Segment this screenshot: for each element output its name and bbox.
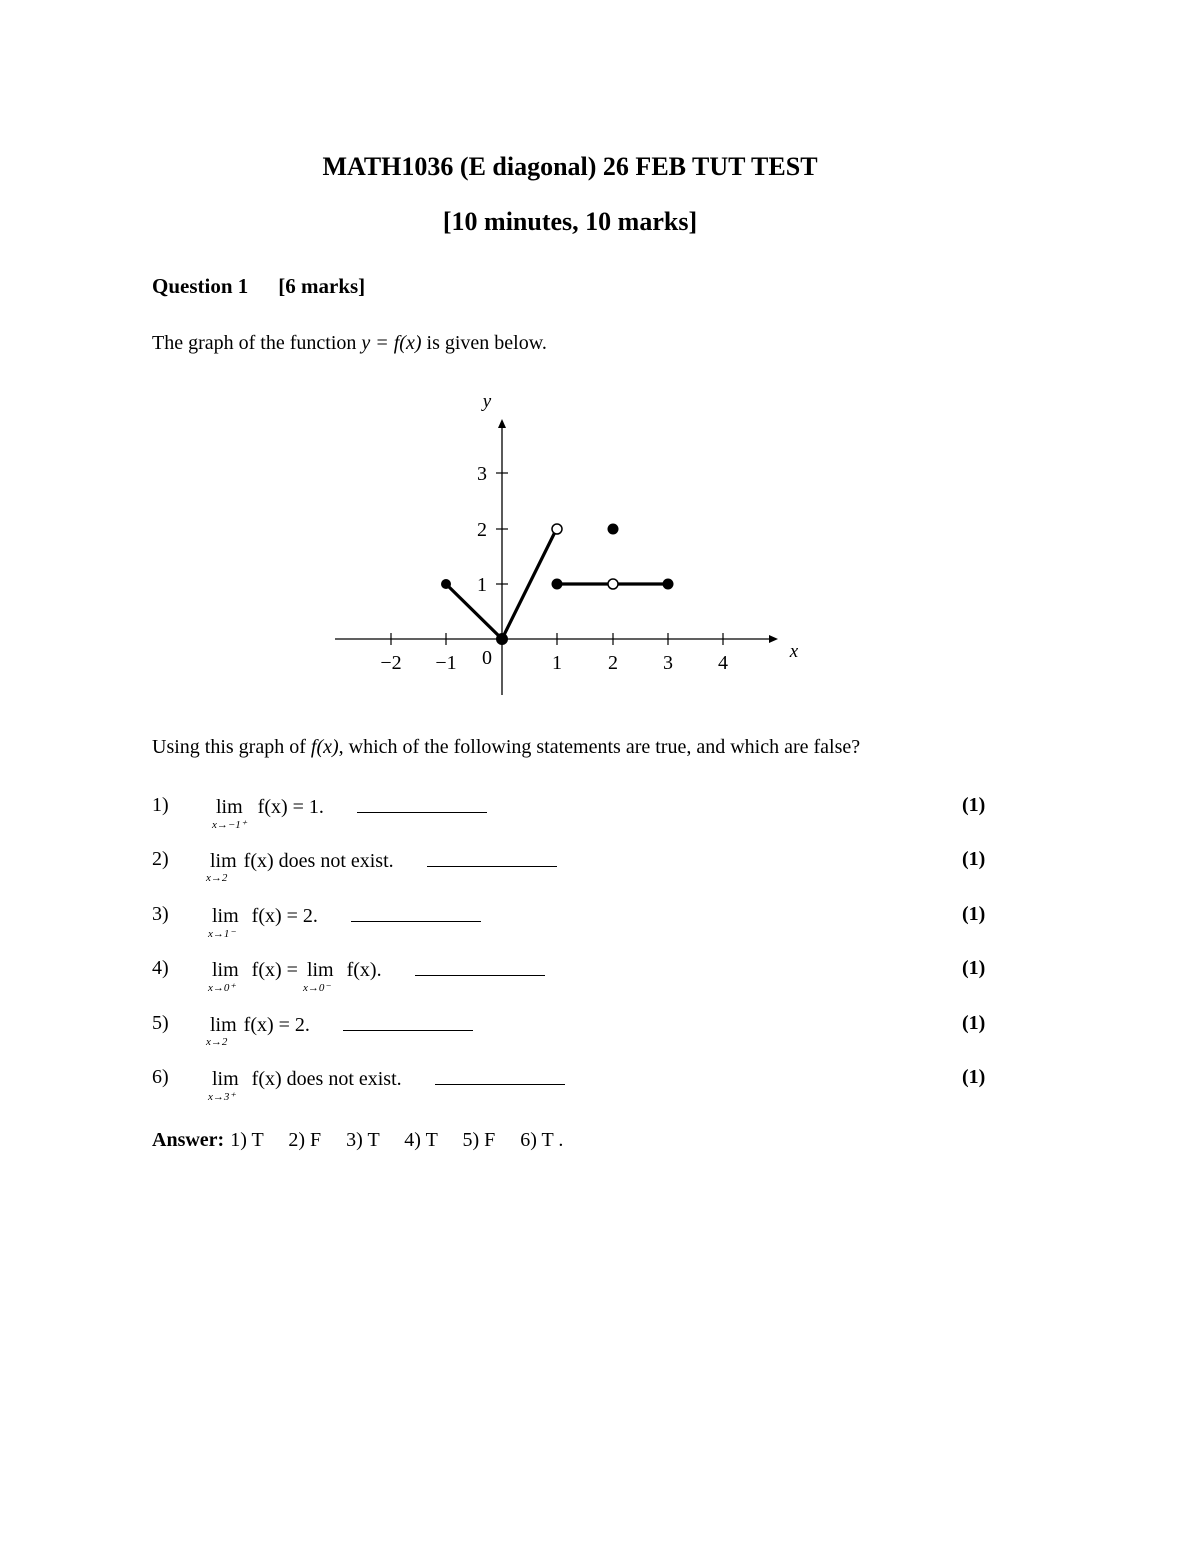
answer-blank[interactable] — [435, 1066, 565, 1085]
lim-operator: lim — [216, 796, 243, 818]
y-tick-label: 2 — [477, 519, 487, 541]
x-tick-label: 4 — [718, 652, 728, 674]
statement-number: 5) — [152, 1012, 169, 1034]
statement-item — [208, 903, 481, 940]
question-label: Question 1 — [152, 274, 249, 298]
statement-expression: f(x) = — [251, 959, 298, 981]
lim-subscript: x→0⁻ — [302, 982, 331, 994]
statement-mark: (1) — [962, 1012, 986, 1034]
question-intro — [152, 332, 547, 355]
y-tick-label: 1 — [477, 574, 487, 596]
lim-subscript: x→2 — [206, 872, 228, 884]
question-prompt — [152, 736, 860, 759]
x-tick-label: −2 — [380, 652, 402, 674]
y-axis-arrow — [498, 419, 506, 428]
lim-subscript: x→3⁺ — [208, 1091, 236, 1103]
statement-mark: (1) — [962, 957, 986, 979]
answer-text: 1) T 2) F 3) T 4) T 5) F 6) T . — [230, 1129, 564, 1151]
lim-operator: lim — [210, 850, 237, 872]
x-axis-label: x — [789, 641, 799, 662]
statement-item — [206, 848, 557, 884]
statement-item — [208, 957, 545, 994]
statement-expression: f(x) does not exist. — [243, 850, 394, 872]
statement-item — [206, 1012, 473, 1048]
statement-number: 4) — [152, 957, 169, 979]
statement-number: 3) — [152, 903, 169, 925]
answer-blank[interactable] — [357, 794, 487, 813]
segment-left — [446, 584, 502, 639]
closed-point — [608, 524, 619, 535]
lim-operator: lim — [212, 1068, 239, 1090]
statement-item — [208, 1066, 565, 1103]
answer-label: Answer: — [152, 1129, 225, 1151]
statement-mark: (1) — [962, 794, 986, 816]
statement-expression: f(x) does not exist. — [251, 1068, 402, 1090]
statement-number: 2) — [152, 848, 169, 870]
prompt-text-b: , which of the following statements are true, and which are false? — [338, 736, 861, 758]
statement-number: 1) — [152, 794, 169, 816]
closed-point — [496, 633, 508, 645]
prompt-text-a: Using this graph of — [152, 736, 306, 758]
intro-text-a: The graph of the function — [152, 332, 357, 354]
segment-middle — [502, 534, 554, 639]
x-tick-label: 2 — [608, 652, 618, 674]
lim-subscript: x→0⁺ — [208, 982, 236, 994]
answer-blank[interactable] — [415, 957, 545, 976]
page-title: MATH1036 (E diagonal) 26 FEB TUT TEST — [322, 152, 818, 181]
question-marks: [6 marks] — [278, 274, 366, 298]
lim-operator: lim — [210, 1014, 237, 1036]
open-point — [608, 579, 618, 589]
statement-item — [212, 794, 487, 831]
open-point — [552, 524, 562, 534]
page-subtitle: [10 minutes, 10 marks] — [442, 207, 698, 236]
lim-operator: lim — [212, 905, 239, 927]
y-tick-label: 3 — [477, 463, 487, 485]
prompt-math: f(x) — [310, 736, 339, 758]
answer-blank[interactable] — [351, 903, 481, 922]
answer-blank[interactable] — [427, 848, 557, 867]
statement-mark: (1) — [962, 903, 986, 925]
y-axis-label: y — [482, 391, 492, 412]
x-tick-label: 3 — [663, 652, 673, 674]
x-axis-arrow — [769, 635, 778, 643]
closed-point — [663, 579, 674, 590]
closed-point — [441, 579, 451, 589]
answer-blank[interactable] — [343, 1012, 473, 1031]
lim-operator: lim — [306, 959, 334, 981]
lim-subscript: x→1⁻ — [208, 928, 236, 940]
question-heading — [152, 274, 365, 299]
closed-point — [552, 579, 563, 590]
statement-mark: (1) — [962, 1066, 986, 1088]
lim-subscript: x→2 — [206, 1036, 228, 1048]
answer-line — [152, 1129, 563, 1152]
statement-expression: f(x) = 2. — [251, 905, 318, 927]
statement-number: 6) — [152, 1066, 169, 1088]
origin-label: 0 — [482, 647, 492, 669]
intro-text-b: is given below. — [426, 332, 547, 354]
lim-subscript: x→−1⁺ — [212, 819, 247, 831]
statement-mark: (1) — [962, 848, 986, 870]
lim-operator: lim — [212, 959, 239, 981]
intro-math: y = f(x) — [361, 332, 422, 354]
x-tick-label: 1 — [552, 652, 562, 674]
statement-expression: f(x). — [346, 959, 382, 981]
statement-expression: f(x) = 1. — [257, 796, 324, 818]
function-graph — [320, 385, 820, 705]
x-tick-label: −1 — [435, 652, 457, 674]
statement-expression: f(x) = 2. — [243, 1014, 310, 1036]
